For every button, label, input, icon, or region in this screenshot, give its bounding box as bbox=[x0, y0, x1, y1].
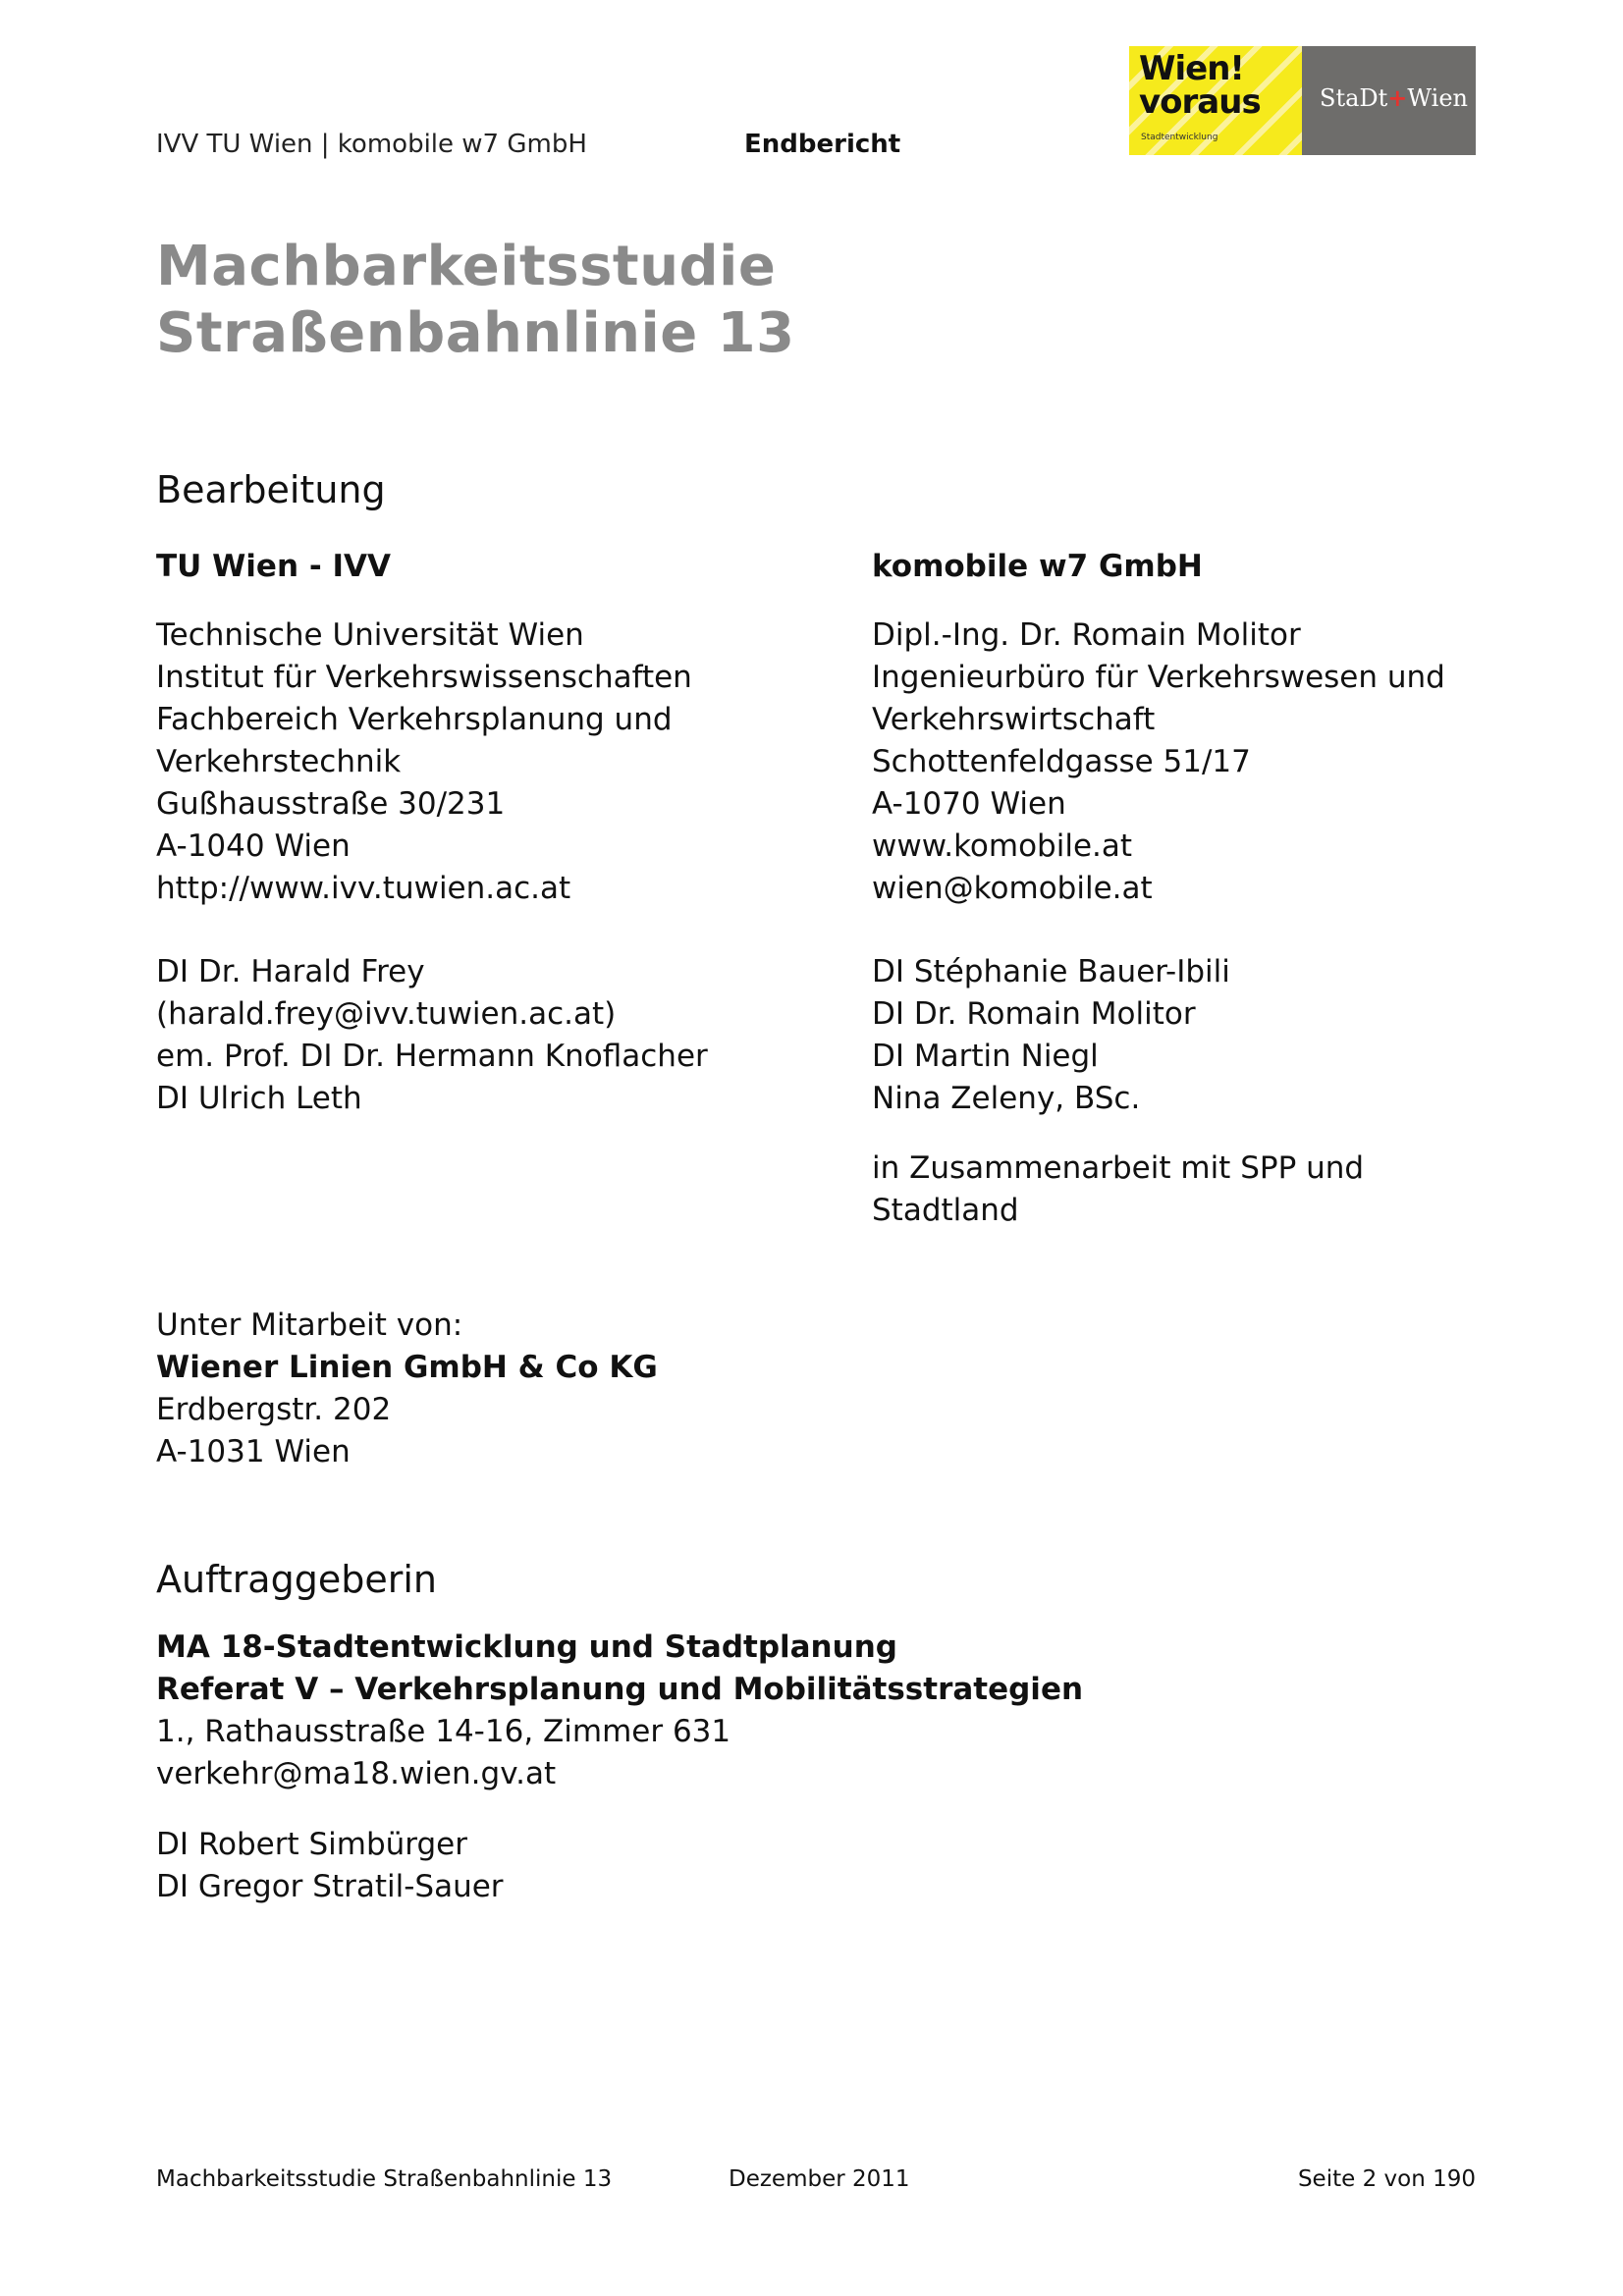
person: DI Martin Niegl bbox=[872, 1039, 1099, 1074]
left-org-people bbox=[156, 951, 708, 1120]
section-heading-auftraggeberin: Auftraggeberin bbox=[156, 1558, 437, 1601]
client-org-line1: MA 18-Stadtentwicklung und Stadtplanung bbox=[156, 1629, 897, 1665]
person: DI Ulrich Leth bbox=[156, 1081, 362, 1116]
address-line: Gußhausstraße 30/231 bbox=[156, 786, 506, 822]
address-line: Verkehrswirtschaft bbox=[872, 702, 1156, 737]
logo-stadt: StaDt bbox=[1320, 84, 1388, 112]
client-address: 1., Rathausstraße 14-16, Zimmer 631 bbox=[156, 1714, 731, 1749]
collaboration-note bbox=[872, 1148, 1364, 1232]
client-block bbox=[156, 1627, 1083, 1795]
address-line: wien@komobile.at bbox=[872, 871, 1153, 906]
right-org-people bbox=[872, 951, 1230, 1120]
wien-voraus-logo bbox=[1129, 46, 1302, 155]
address-line: A-1070 Wien bbox=[872, 786, 1066, 822]
stadt-wien-logo bbox=[1302, 46, 1476, 155]
header-report-type: Endbericht bbox=[744, 130, 901, 159]
address-line: Fachbereich Verkehrsplanung und bbox=[156, 702, 673, 737]
cooperation-label: Unter Mitarbeit von: bbox=[156, 1308, 463, 1343]
cooperation-block bbox=[156, 1305, 658, 1473]
stadt-wien-logo-text bbox=[1320, 83, 1468, 112]
address-line: Verkehrstechnik bbox=[156, 744, 402, 779]
left-org-address bbox=[156, 614, 692, 910]
person: em. Prof. DI Dr. Hermann Knoflacher bbox=[156, 1039, 708, 1074]
address-line: www.komobile.at bbox=[872, 828, 1133, 864]
collab-line: in Zusammenarbeit mit SPP und bbox=[872, 1150, 1365, 1186]
title-line2: Straßenbahnlinie 13 bbox=[156, 301, 795, 365]
address-line: Dipl.-Ing. Dr. Romain Molitor bbox=[872, 617, 1301, 653]
logo-wien: Wien bbox=[1407, 84, 1468, 112]
footer-page-number: Seite 2 von 190 bbox=[1297, 2166, 1476, 2192]
address-line: http://www.ivv.tuwien.ac.at bbox=[156, 871, 571, 906]
person: DI Gregor Stratil-Sauer bbox=[156, 1869, 504, 1904]
person: DI Stéphanie Bauer-Ibili bbox=[872, 954, 1230, 989]
document-title bbox=[156, 234, 795, 367]
right-org-name: komobile w7 GmbH bbox=[872, 549, 1203, 584]
address-line: Schottenfeldgasse 51/17 bbox=[872, 744, 1251, 779]
person: Nina Zeleny, BSc. bbox=[872, 1081, 1141, 1116]
footer-document-title: Machbarkeitsstudie Straßenbahnlinie 13 bbox=[156, 2166, 613, 2192]
client-email: verkehr@ma18.wien.gv.at bbox=[156, 1756, 557, 1791]
logo-line1: Wien! bbox=[1139, 49, 1244, 88]
header-organizations: IVV TU Wien | komobile w7 GmbH bbox=[156, 130, 587, 159]
client-people bbox=[156, 1824, 504, 1908]
logo-line2: voraus bbox=[1139, 82, 1261, 122]
title-line1: Machbarkeitsstudie bbox=[156, 235, 777, 298]
address-line: Technische Universität Wien bbox=[156, 617, 584, 653]
footer-date: Dezember 2011 bbox=[729, 2166, 910, 2192]
address-line: Ingenieurbüro für Verkehrswesen und bbox=[872, 660, 1445, 695]
logo-subtitle: Stadtentwicklung bbox=[1141, 133, 1218, 142]
cooperation-street: Erdbergstr. 202 bbox=[156, 1392, 392, 1427]
person: DI Robert Simbürger bbox=[156, 1827, 467, 1862]
person: DI Dr. Harald Frey bbox=[156, 954, 425, 989]
section-heading-bearbeitung: Bearbeitung bbox=[156, 468, 386, 511]
person: (harald.frey@ivv.tuwien.ac.at) bbox=[156, 996, 617, 1032]
address-line: A-1040 Wien bbox=[156, 828, 351, 864]
address-line: Institut für Verkehrswissenschaften bbox=[156, 660, 692, 695]
cooperation-company: Wiener Linien GmbH & Co KG bbox=[156, 1350, 658, 1385]
cooperation-city: A-1031 Wien bbox=[156, 1434, 351, 1469]
collab-line: Stadtland bbox=[872, 1193, 1019, 1228]
left-org-name: TU Wien - IVV bbox=[156, 549, 391, 584]
client-org-line2: Referat V – Verkehrsplanung und Mobilitätsstrategien bbox=[156, 1672, 1084, 1707]
logo-cross: + bbox=[1387, 83, 1408, 112]
right-org-address bbox=[872, 614, 1445, 910]
person: DI Dr. Romain Molitor bbox=[872, 996, 1196, 1032]
